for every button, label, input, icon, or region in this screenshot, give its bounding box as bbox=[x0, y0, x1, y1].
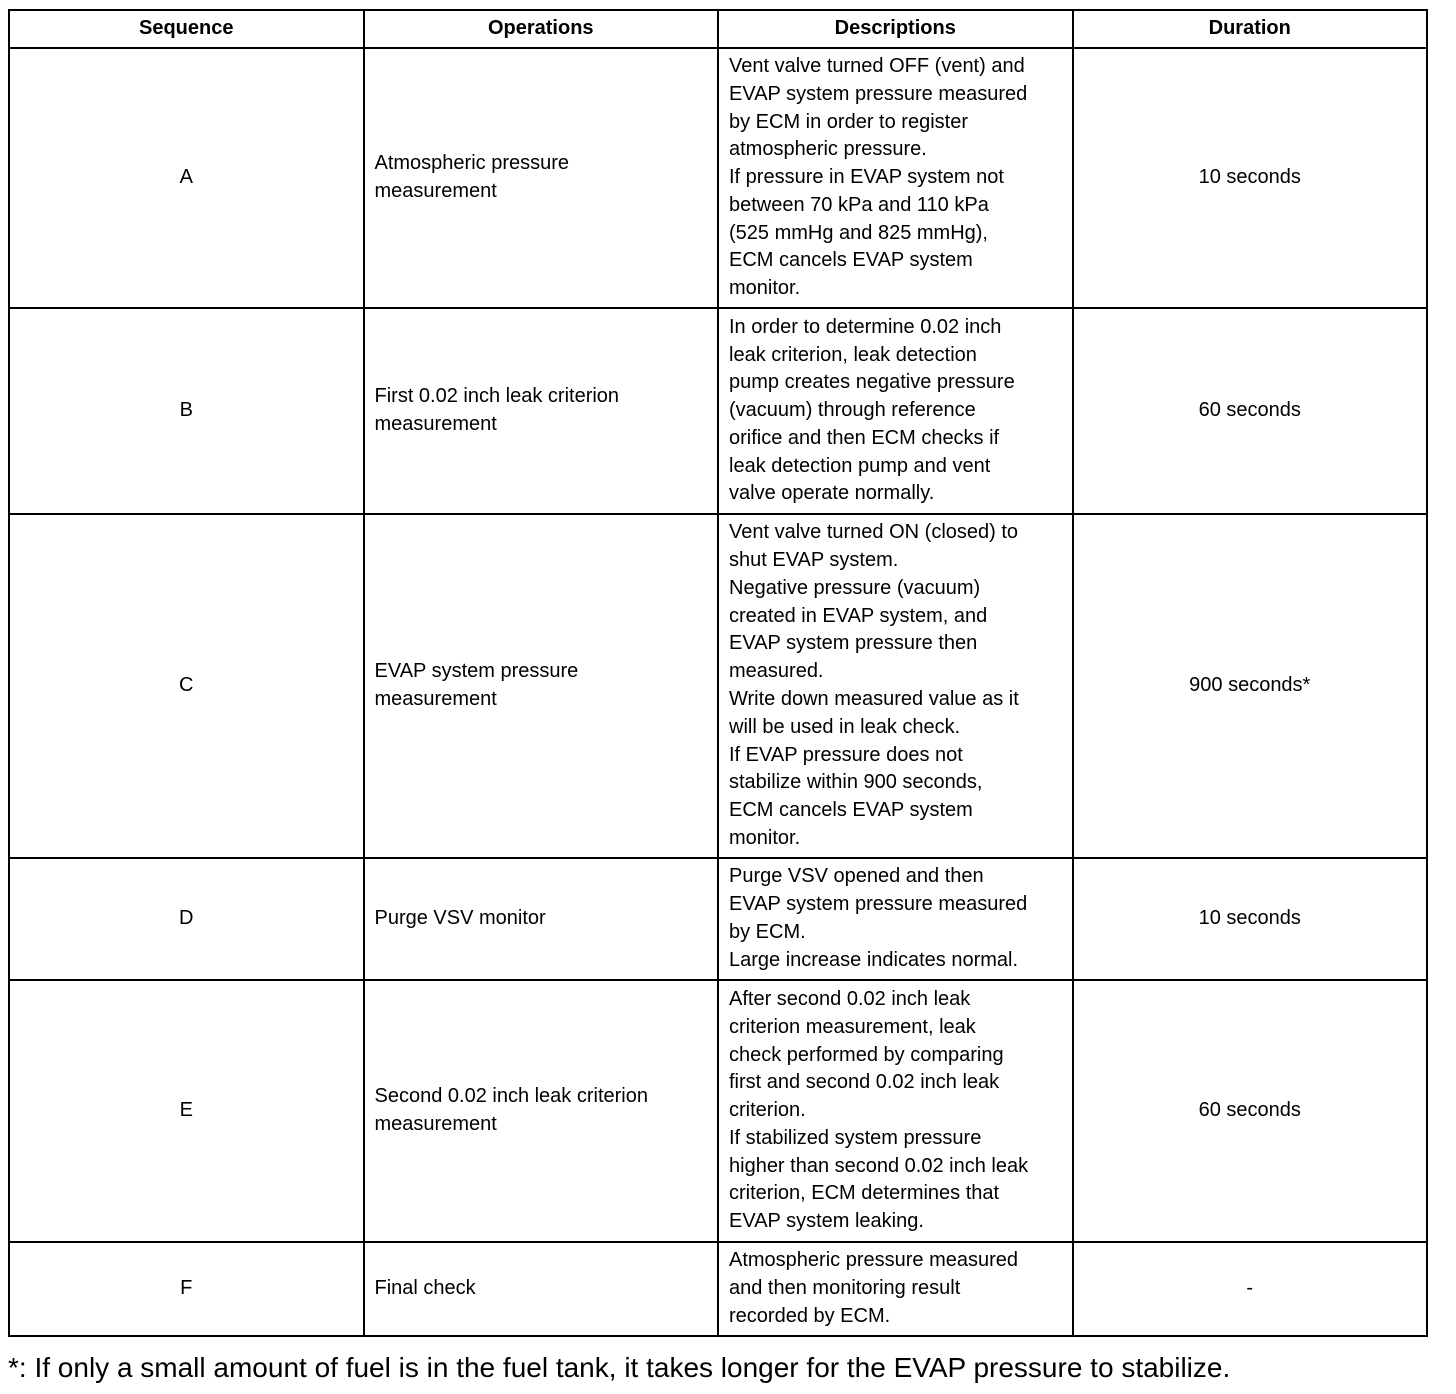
operation-cell bbox=[364, 1242, 719, 1336]
cell-text-line: pump creates negative pressure bbox=[729, 371, 1015, 394]
operation-cell bbox=[364, 48, 719, 308]
cell-text-line: criterion, ECM determines that bbox=[729, 1182, 1000, 1205]
table-row bbox=[9, 980, 1427, 1242]
table-row bbox=[9, 1242, 1427, 1336]
table-row bbox=[9, 858, 1427, 980]
sequence-cell: D bbox=[9, 858, 364, 980]
cell-text-line: Purge VSV opened and then bbox=[729, 865, 984, 888]
duration-cell: 60 seconds bbox=[1073, 980, 1428, 1242]
cell-text-line: EVAP system pressure measured bbox=[729, 82, 1028, 105]
table-row bbox=[9, 514, 1427, 858]
cell-text-line: Atmospheric pressure measured bbox=[729, 1249, 1019, 1272]
header-descriptions: Descriptions bbox=[718, 10, 1073, 48]
cell-text-line: EVAP system pressure measured bbox=[729, 893, 1028, 916]
table-body bbox=[9, 48, 1427, 1336]
operation-cell bbox=[364, 858, 719, 980]
cell-text-line: and then monitoring result bbox=[729, 1277, 961, 1300]
cell-text-line: leak criterion, leak detection bbox=[729, 343, 977, 366]
cell-text-line: Vent valve turned ON (closed) to bbox=[729, 521, 1019, 544]
cell-text-line: leak detection pump and vent bbox=[729, 454, 991, 477]
cell-text-line: First 0.02 inch leak criterion bbox=[374, 385, 620, 408]
sequence-cell: F bbox=[9, 1242, 364, 1336]
table-row bbox=[9, 308, 1427, 514]
sequence-cell: A bbox=[9, 48, 364, 308]
cell-text-line: between 70 kPa and 110 kPa bbox=[729, 193, 989, 216]
cell-text-line: (525 mmHg and 825 mmHg), bbox=[729, 221, 988, 244]
cell-text-line: first and second 0.02 inch leak bbox=[729, 1071, 1000, 1094]
cell-text-line: EVAP system pressure then bbox=[729, 632, 978, 655]
cell-text-line: stabilize within 900 seconds, bbox=[729, 771, 983, 794]
header-row bbox=[9, 10, 1427, 48]
duration-cell: 60 seconds bbox=[1073, 308, 1428, 514]
cell-text-line: After second 0.02 inch leak bbox=[729, 987, 971, 1010]
duration-cell: 10 seconds bbox=[1073, 858, 1428, 980]
header-sequence: Sequence bbox=[9, 10, 364, 48]
cell-text-line: Final check bbox=[374, 1277, 476, 1300]
cell-text-line: In order to determine 0.02 inch bbox=[729, 315, 1002, 338]
cell-text-line: atmospheric pressure. bbox=[729, 138, 927, 161]
cell-text-line: ECM cancels EVAP system bbox=[729, 249, 973, 272]
cell-text-line: measurement bbox=[374, 1113, 497, 1135]
cell-text-line: monitor. bbox=[729, 277, 801, 300]
sequence-cell: C bbox=[9, 514, 364, 858]
cell-text-line: by ECM. bbox=[729, 921, 806, 943]
cell-text-line: Negative pressure (vacuum) bbox=[729, 576, 981, 599]
cell-text-line: higher than second 0.02 inch leak bbox=[729, 1154, 1029, 1177]
description-cell bbox=[718, 48, 1073, 308]
cell-text-line: ECM cancels EVAP system bbox=[729, 799, 973, 822]
footnote: *: If only a small amount of fuel is in the fuel tank, it takes longer for the EVAP pressure to stabilize. bbox=[8, 1352, 1231, 1383]
cell-text-line: measurement bbox=[374, 413, 497, 435]
sequence-cell: B bbox=[9, 308, 364, 514]
cell-text-line: criterion measurement, leak bbox=[729, 1015, 976, 1038]
description-cell bbox=[718, 858, 1073, 980]
cell-text-line: measurement bbox=[374, 180, 497, 202]
sequence-cell: E bbox=[9, 980, 364, 1242]
operation-cell bbox=[364, 308, 719, 514]
cell-text-line: (vacuum) through reference bbox=[729, 399, 976, 422]
description-cell bbox=[718, 308, 1073, 514]
cell-text-line: Large increase indicates normal. bbox=[729, 948, 1019, 971]
cell-text-line: will be used in leak check. bbox=[729, 715, 961, 738]
cell-text-line: EVAP system pressure bbox=[374, 660, 579, 683]
cell-text-line: by ECM in order to register bbox=[729, 110, 968, 133]
cell-text-line: EVAP system leaking. bbox=[729, 1210, 924, 1233]
description-cell bbox=[718, 1242, 1073, 1336]
cell-text-line: If pressure in EVAP system not bbox=[729, 166, 1004, 189]
description-cell bbox=[718, 980, 1073, 1242]
cell-text-line: check performed by comparing bbox=[729, 1043, 1004, 1066]
cell-text-line: recorded by ECM. bbox=[729, 1304, 891, 1327]
description-cell bbox=[718, 514, 1073, 858]
cell-text-line: created in EVAP system, and bbox=[729, 604, 988, 627]
cell-text-line: Vent valve turned OFF (vent) and bbox=[729, 54, 1025, 77]
cell-text-line: Atmospheric pressure bbox=[374, 152, 570, 175]
cell-text-line: Second 0.02 inch leak criterion bbox=[374, 1085, 648, 1108]
table-row bbox=[9, 48, 1427, 308]
cell-text-line: valve operate normally. bbox=[729, 482, 935, 505]
cell-text-line: If EVAP pressure does not bbox=[729, 743, 963, 766]
header-duration: Duration bbox=[1073, 10, 1428, 48]
cell-text-line: If stabilized system pressure bbox=[729, 1126, 982, 1149]
operation-cell bbox=[364, 514, 719, 858]
cell-text-line: measurement bbox=[374, 688, 497, 710]
cell-text-line: measured. bbox=[729, 660, 824, 683]
cell-text-line: orifice and then ECM checks if bbox=[729, 426, 1000, 449]
duration-cell: 900 seconds* bbox=[1073, 514, 1428, 858]
duration-cell: - bbox=[1073, 1242, 1428, 1336]
operation-cell bbox=[364, 980, 719, 1242]
cell-text-line: shut EVAP system. bbox=[729, 549, 899, 572]
cell-text-line: monitor. bbox=[729, 826, 801, 849]
evap-monitor-table bbox=[8, 9, 1428, 1337]
cell-text-line: Purge VSV monitor bbox=[374, 907, 546, 930]
cell-text-line: Write down measured value as it bbox=[729, 688, 1019, 710]
header-operations: Operations bbox=[364, 10, 719, 48]
duration-cell: 10 seconds bbox=[1073, 48, 1428, 308]
cell-text-line: criterion. bbox=[729, 1099, 806, 1122]
